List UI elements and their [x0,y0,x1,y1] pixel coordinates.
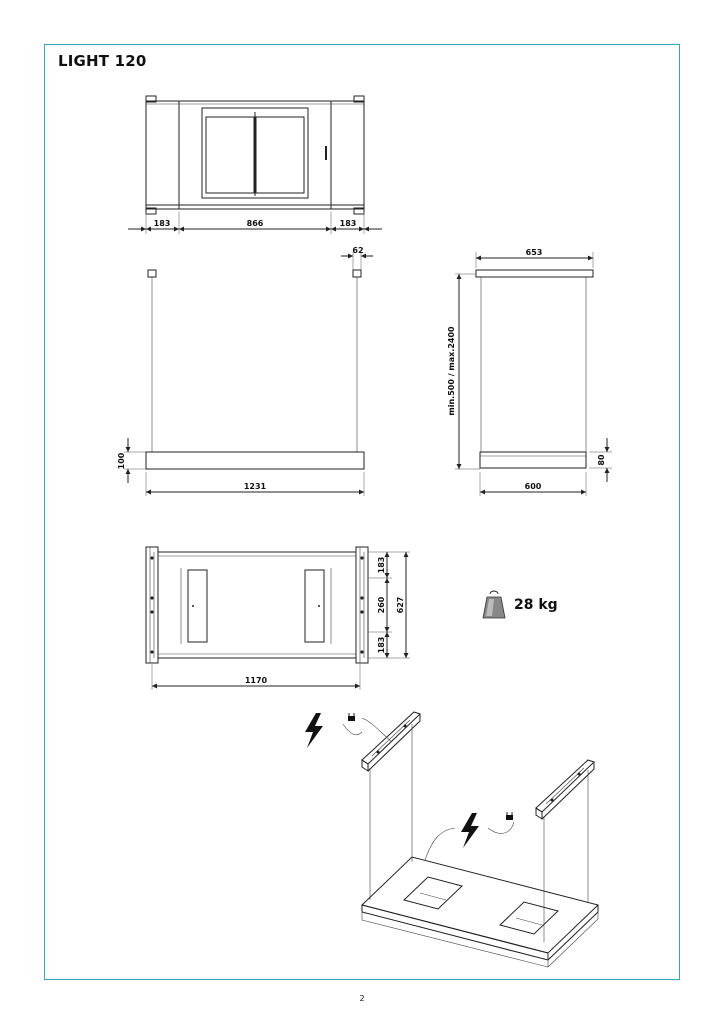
weight-label: 28 kg [514,597,558,613]
page-title: LIGHT 120 [58,52,147,70]
dim-side-height: min.500 / max.2400 [447,326,456,416]
dim-plan-total-depth: 627 [396,596,405,614]
power-plug-icon [488,812,514,833]
assembly-view [362,712,598,967]
lightning-icon [461,813,479,848]
dim-front-body-height: 100 [117,452,126,470]
dim-side-body-height: 80 [597,454,606,466]
front-elevation [117,246,373,496]
dim-front-total-width: 1231 [243,482,267,491]
plan-view [146,547,410,690]
dim-front-right: 183 [339,219,357,228]
dim-plan-right-middle: 260 [377,596,386,614]
dim-cap-width: 62 [352,246,364,255]
front-view [128,96,382,234]
power-plug-icon [343,713,362,735]
dim-plan-right-top: 183 [377,556,386,574]
weight-icon [483,591,505,618]
lightning-icon [305,713,323,748]
side-elevation [447,248,612,496]
page-number: 2 [359,994,365,1003]
dim-side-bottom-width: 600 [524,482,542,491]
dim-side-top-width: 653 [525,248,543,257]
dim-front-left: 183 [153,219,171,228]
dim-plan-total-width: 1170 [244,676,268,685]
dim-plan-right-bottom: 183 [377,636,386,654]
dim-front-center: 866 [246,219,264,228]
